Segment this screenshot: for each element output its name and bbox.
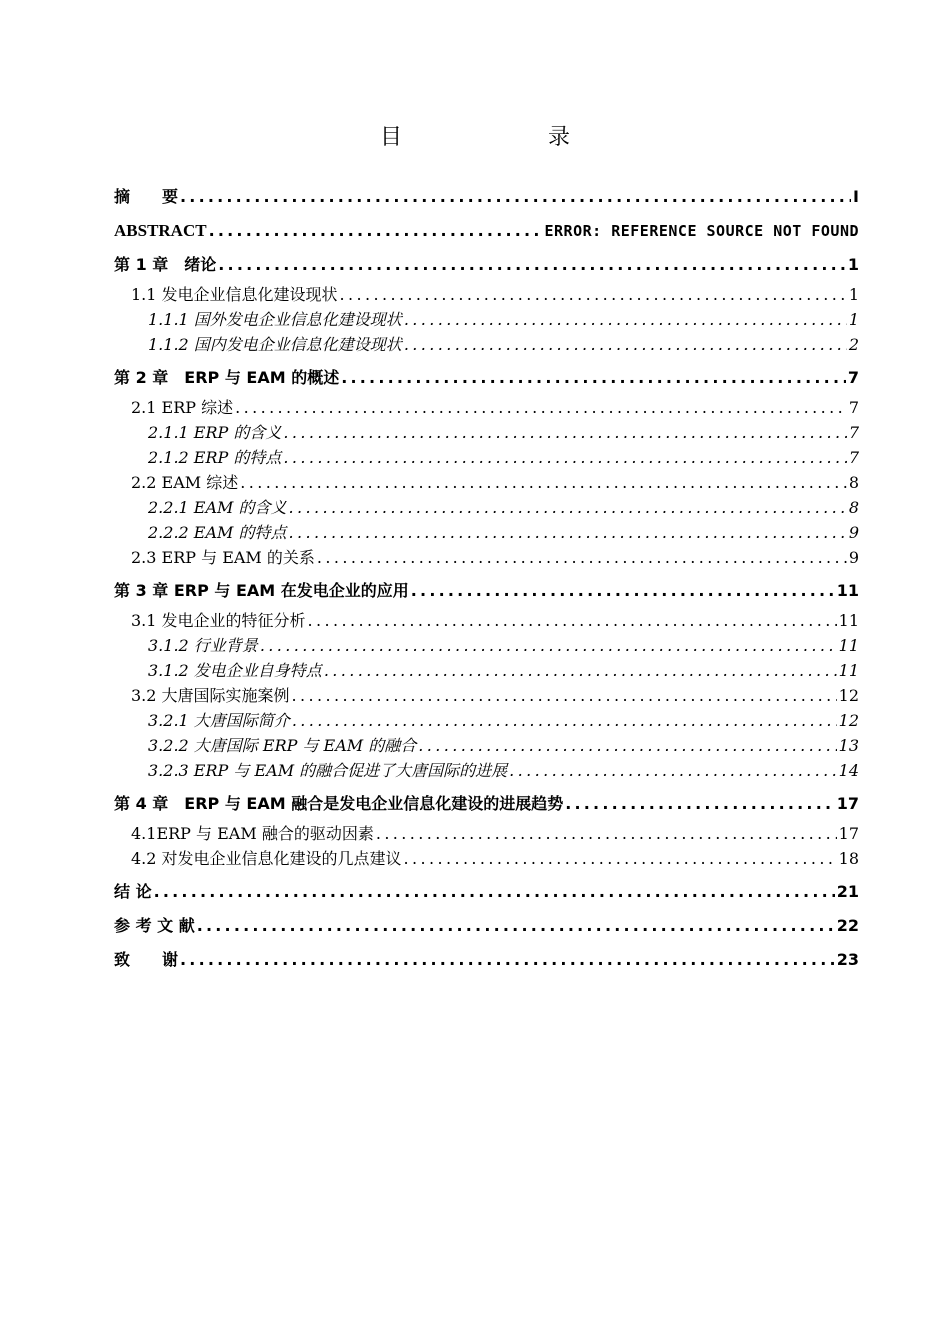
toc-entry[interactable] xyxy=(114,909,859,943)
toc-entry-label: 3.1.2 发电企业自身特点 xyxy=(148,661,322,680)
toc-entry-page-number: 23 xyxy=(836,950,859,969)
toc-leader-dots xyxy=(289,520,847,545)
toc-entry-page-number: 14 xyxy=(838,761,859,780)
table-of-contents xyxy=(114,180,859,977)
toc-entry[interactable] xyxy=(114,248,859,282)
toc-entry-label: 2.2.2 EAM 的特点 xyxy=(148,523,287,542)
toc-entry[interactable] xyxy=(114,545,859,570)
toc-leader-dots xyxy=(283,445,846,470)
toc-entry-page-number: 11 xyxy=(838,661,859,680)
toc-entry-label: 2.1.2 ERP 的特点 xyxy=(148,448,282,467)
toc-entry-page-number: 8 xyxy=(848,473,859,492)
toc-entry[interactable] xyxy=(114,708,859,733)
toc-leader-dots xyxy=(180,943,835,977)
toc-entry-page-number: 8 xyxy=(848,498,859,517)
toc-entry-page-number: 11 xyxy=(836,581,859,600)
toc-entry-label: 3.1.2 行业背景 xyxy=(148,636,258,655)
toc-leader-dots xyxy=(565,787,835,821)
toc-entry[interactable] xyxy=(114,445,859,470)
toc-leader-dots xyxy=(197,909,835,943)
toc-entry-page-number: 7 xyxy=(848,423,859,442)
toc-entry-page-number: I xyxy=(853,187,859,206)
toc-entry-page-number: 17 xyxy=(838,824,859,843)
toc-entry-label: ABSTRACT xyxy=(114,221,207,240)
toc-entry-label: 3.1 发电企业的特征分析 xyxy=(131,611,306,630)
toc-entry-page-number: 7 xyxy=(848,448,859,467)
toc-entry-page-number: 1 xyxy=(847,255,859,274)
toc-entry-page-number: 11 xyxy=(838,611,859,630)
toc-entry-label: 第 3 章 ERP 与 EAM 在发电企业的应用 xyxy=(114,581,409,600)
toc-entry-label: 4.2 对发电企业信息化建设的几点建议 xyxy=(131,849,402,868)
toc-entry-label: 第 1 章 绪论 xyxy=(114,255,217,274)
toc-entry-page-number: 13 xyxy=(838,736,859,755)
toc-leader-dots xyxy=(289,495,847,520)
toc-entry-page-number: 2 xyxy=(848,335,859,354)
toc-entry-page-number: 12 xyxy=(838,686,859,705)
toc-entry[interactable] xyxy=(114,683,859,708)
toc-leader-dots xyxy=(376,821,837,846)
toc-entry[interactable] xyxy=(114,495,859,520)
toc-entry-page-number: 9 xyxy=(848,523,859,542)
toc-title: 目 录 xyxy=(379,125,604,150)
toc-leader-dots xyxy=(180,180,851,214)
toc-entry-page-number: 21 xyxy=(836,882,859,901)
toc-entry-label: 第 2 章 ERP 与 EAM 的概述 xyxy=(114,368,340,387)
toc-leader-dots xyxy=(341,361,846,395)
toc-entry-label: 3.2.3 ERP 与 EAM 的融合促进了大唐国际的进展 xyxy=(148,761,508,780)
toc-entry-label: 1.1.2 国内发电企业信息化建设现状 xyxy=(148,335,402,354)
toc-leader-dots xyxy=(283,420,846,445)
toc-leader-dots xyxy=(154,875,835,909)
toc-leader-dots xyxy=(404,332,847,357)
toc-entry-label: 4.1ERP 与 EAM 融合的驱动因素 xyxy=(131,824,374,843)
toc-entry-page-number: 22 xyxy=(836,916,859,935)
toc-entry-label: 参 考 文 献 xyxy=(114,916,195,935)
toc-leader-dots xyxy=(404,846,837,871)
toc-leader-dots xyxy=(260,633,837,658)
toc-leader-dots xyxy=(240,470,847,495)
toc-entry[interactable] xyxy=(114,420,859,445)
toc-leader-dots xyxy=(209,214,543,248)
toc-entry-page-number: 1 xyxy=(848,310,859,329)
toc-entry[interactable] xyxy=(114,395,859,420)
toc-entry-page-number: 7 xyxy=(848,398,859,417)
toc-entry-label: 结 论 xyxy=(114,882,152,901)
toc-leader-dots xyxy=(218,248,846,282)
toc-entry[interactable] xyxy=(114,875,859,909)
toc-entry-label: 3.2 大唐国际实施案例 xyxy=(131,686,290,705)
toc-entry[interactable] xyxy=(114,608,859,633)
toc-entry-page-number: 11 xyxy=(838,636,859,655)
toc-leader-dots xyxy=(411,574,835,608)
toc-entry[interactable] xyxy=(114,180,859,214)
toc-entry[interactable] xyxy=(114,361,859,395)
toc-entry-label: 3.2.1 大唐国际简介 xyxy=(148,711,290,730)
toc-entry[interactable] xyxy=(114,282,859,307)
toc-entry[interactable] xyxy=(114,633,859,658)
toc-entry[interactable] xyxy=(114,214,859,248)
toc-entry[interactable] xyxy=(114,520,859,545)
toc-leader-dots xyxy=(292,683,837,708)
toc-entry-label: 1.1 发电企业信息化建设现状 xyxy=(131,285,338,304)
toc-entry[interactable] xyxy=(114,307,859,332)
toc-entry[interactable] xyxy=(114,733,859,758)
toc-leader-dots xyxy=(404,307,847,332)
toc-entry[interactable] xyxy=(114,574,859,608)
toc-entry-label: 2.3 ERP 与 EAM 的关系 xyxy=(131,548,315,567)
toc-entry-page-number: 7 xyxy=(847,368,859,387)
toc-entry[interactable] xyxy=(114,846,859,871)
toc-entry-page-number: 17 xyxy=(836,794,859,813)
toc-entry[interactable] xyxy=(114,658,859,683)
toc-entry[interactable] xyxy=(114,758,859,783)
toc-leader-dots xyxy=(324,658,837,683)
toc-entry-page-number: 18 xyxy=(838,849,859,868)
toc-entry-label: 1.1.1 国外发电企业信息化建设现状 xyxy=(148,310,402,329)
toc-entry-label: 2.1 ERP 综述 xyxy=(131,398,234,417)
toc-leader-dots xyxy=(308,608,837,633)
toc-entry-page-number: 1 xyxy=(848,285,859,304)
toc-entry-label: 致 谢 xyxy=(114,950,179,969)
toc-leader-dots xyxy=(340,282,847,307)
toc-entry-page-number: 9 xyxy=(848,548,859,567)
toc-entry-label: 2.2 EAM 综述 xyxy=(131,473,239,492)
toc-leader-dots xyxy=(235,395,847,420)
toc-entry-label: 2.1.1 ERP 的含义 xyxy=(148,423,282,442)
toc-entry[interactable] xyxy=(114,470,859,495)
toc-entry-page-number: ERROR: REFERENCE SOURCE NOT FOUND xyxy=(544,222,859,240)
toc-entry-page-number: 12 xyxy=(838,711,859,730)
toc-leader-dots xyxy=(317,545,847,570)
toc-leader-dots xyxy=(418,733,836,758)
toc-entry-label: 第 4 章 ERP 与 EAM 融合是发电企业信息化建设的进展趋势 xyxy=(114,794,564,813)
toc-entry[interactable] xyxy=(114,332,859,357)
toc-leader-dots xyxy=(292,708,837,733)
toc-entry[interactable] xyxy=(114,787,859,821)
toc-entry-label: 3.2.2 大唐国际 ERP 与 EAM 的融合 xyxy=(148,736,417,755)
toc-entry[interactable] xyxy=(114,943,859,977)
toc-entry-label: 2.2.1 EAM 的含义 xyxy=(148,498,287,517)
toc-entry-label: 摘 要 xyxy=(114,187,179,206)
toc-entry[interactable] xyxy=(114,821,859,846)
toc-leader-dots xyxy=(509,758,836,783)
